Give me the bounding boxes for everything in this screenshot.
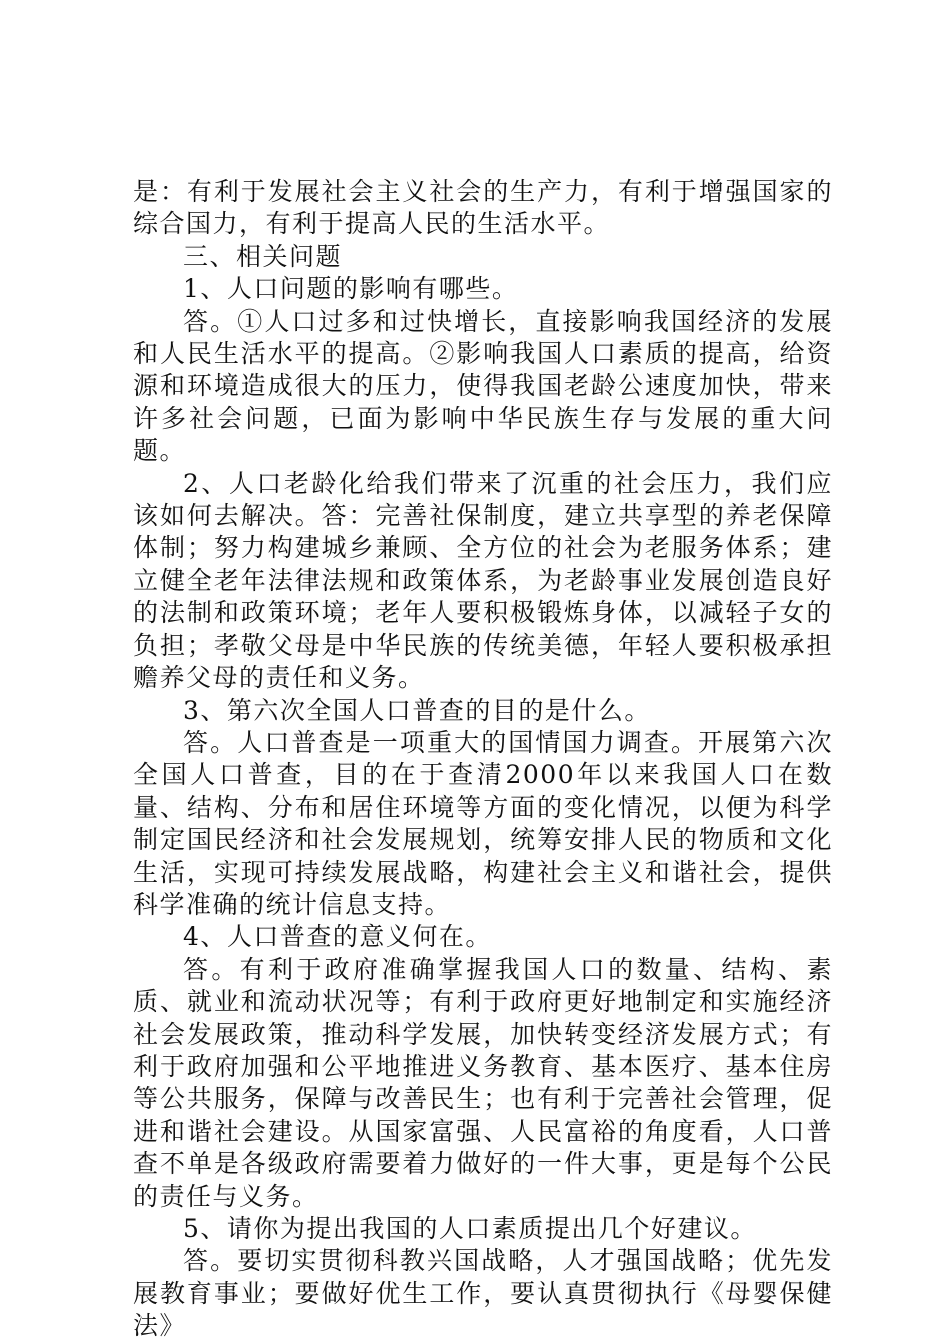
question-4: 4、人口普查的意义何在。: [183, 922, 492, 952]
answer-4: 答。有利于政府准确掌握我国人口的数量、结构、素质、就业和流动状况等；有利于政府更好地制定和实施经济社会发展政策，推动科学发展，加快转变经济发展方式；有利于政府加强和公平地推进义务教育、基本医疗、基本住房等公共服务，保障与改善民生；也有利于完善社会管理，促进和谐社会建设。从国家富强、人民富裕的角度看，人口普查不单是各级政府需要着力做好的一件大事，更是每个公民的责任与义务。: [133, 954, 833, 1211]
question-3: 3、第六次全国人口普查的目的是什么。: [183, 695, 651, 725]
answer-3: 答。人口普查是一项重大的国情国力调查。开展第六次全国人口普查，目的在于查清2000年以来我国人口在数量、结构、分布和居住环境等方面的变化情况，以便为科学制定国民经济和社会发展规划，统筹安排人民的物质和文化生活，实现可持续发展战略，构建社会主义和谐社会，提供科学准确的统计信息支持。: [133, 727, 833, 919]
question-5: 5、请你为提出我国的人口素质提出几个好建议。: [183, 1214, 757, 1243]
answer-5: 答。要切实贯彻科教兴国战略，人才强国战略；优先发展教育事业；要做好优生工作，要认真贯彻执行《母婴保健法》: [133, 1246, 833, 1341]
question-answer-2: 2、人口老龄化给我们带来了沉重的社会压力，我们应该如何去解决。答：完善社保制度，建立共享型的养老保障体制；努力构建城乡兼顾、全方位的社会为老服务体系；建立健全老年法律法规和政策体系，为老龄事业发展创造良好的法制和政策环境；老年人要积极锻炼身体，以减轻子女的负担；孝敬父母是中华民族的传统美德，年轻人要积极承担赡养父母的责任和义务。: [133, 468, 833, 693]
document-body: [133, 176, 833, 1343]
answer-1: 答。①人口过多和过快增长，直接影响我国经济的发展和人民生活水平的提高。②影响我国人口素质的提高，给资源和环境造成很大的压力，使得我国老龄公速度加快，带来许多社会问题，已面为影响中华民族生存与发展的重大问题。: [133, 306, 833, 466]
section-heading: 三、相关问题: [183, 241, 343, 271]
question-1: 1、人口问题的影响有哪些。: [183, 274, 519, 304]
paragraph-continuation: 是：有利于发展社会主义社会的生产力，有利于增强国家的综合国力，有利于提高人民的生活水平。: [133, 177, 833, 239]
